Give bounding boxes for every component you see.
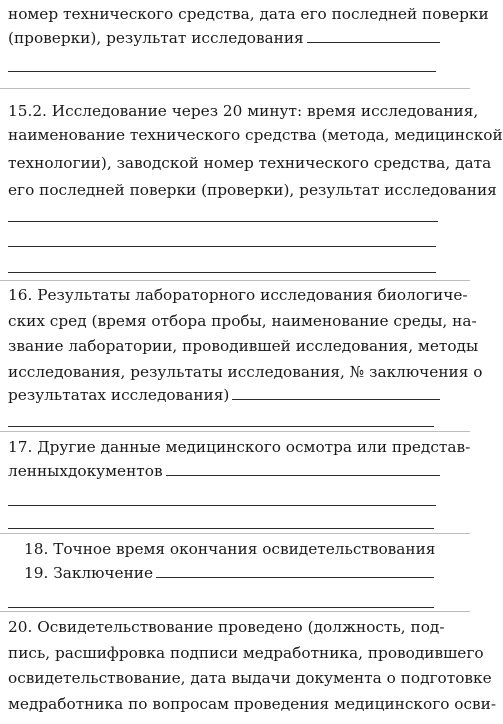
blank-line[interactable] bbox=[8, 505, 436, 506]
text-line: 15.2. Исследование через 20 минут: время исследования, bbox=[8, 102, 479, 120]
blank-line[interactable] bbox=[8, 426, 434, 427]
text-line: освидетельствование, дата выдачи документа о подготовке bbox=[8, 669, 492, 687]
text-line: звание лаборатории, проводившей исследования, методы bbox=[8, 337, 479, 355]
text-line: 18. Точное время окончания освидетельствования bbox=[24, 540, 436, 558]
text-line: технологии), заводской номер технического средства, дата bbox=[8, 154, 492, 172]
blank-field[interactable] bbox=[232, 385, 440, 400]
section-divider bbox=[0, 533, 470, 534]
text-line: исследования, результаты исследования, № заключения о bbox=[8, 363, 483, 381]
text-line: 17. Другие данные медицинского осмотра или представ- bbox=[8, 438, 471, 456]
blank-line[interactable] bbox=[8, 272, 436, 273]
blank-field[interactable] bbox=[166, 461, 440, 476]
text-line: 19. Заключение bbox=[24, 564, 154, 582]
blank-field[interactable] bbox=[307, 28, 440, 43]
blank-line[interactable] bbox=[8, 71, 436, 72]
text-line: результатах исследования) bbox=[8, 386, 230, 404]
field-row-19 bbox=[24, 563, 434, 583]
text-line: наименование технического средства (метода, медицинской bbox=[8, 126, 503, 144]
section-divider bbox=[0, 431, 470, 432]
text-line: ских сред (время отбора пробы, наименование среды, на- bbox=[8, 312, 477, 330]
text-line: 16. Результаты лабораторного исследования биологиче- bbox=[8, 286, 468, 304]
text-line: (проверки), результат исследования bbox=[8, 29, 304, 47]
text-line: пись, расшифровка подписи медработника, проводившего bbox=[8, 644, 484, 662]
section-divider bbox=[0, 611, 470, 612]
field-row-18 bbox=[24, 539, 436, 559]
field-row-17 bbox=[8, 461, 440, 481]
blank-line[interactable] bbox=[8, 221, 438, 222]
field-row-16-result bbox=[8, 385, 440, 405]
blank-field[interactable] bbox=[156, 563, 434, 578]
blank-line[interactable] bbox=[8, 528, 434, 529]
text-line: ленныхдокументов bbox=[8, 462, 163, 480]
section-divider bbox=[0, 280, 470, 281]
section-divider bbox=[0, 88, 470, 89]
blank-line[interactable] bbox=[8, 246, 436, 247]
text-line: номер технического средства, дата его последней поверки bbox=[8, 5, 489, 23]
text-line: его последней поверки (проверки), результат исследования bbox=[8, 181, 497, 199]
text-line: медработника по вопросам проведения медицинского осви- bbox=[8, 695, 497, 713]
text-line: 20. Освидетельствование проведено (должность, под- bbox=[8, 618, 445, 636]
field-row-15-1-result bbox=[8, 28, 440, 48]
blank-line[interactable] bbox=[8, 607, 434, 608]
